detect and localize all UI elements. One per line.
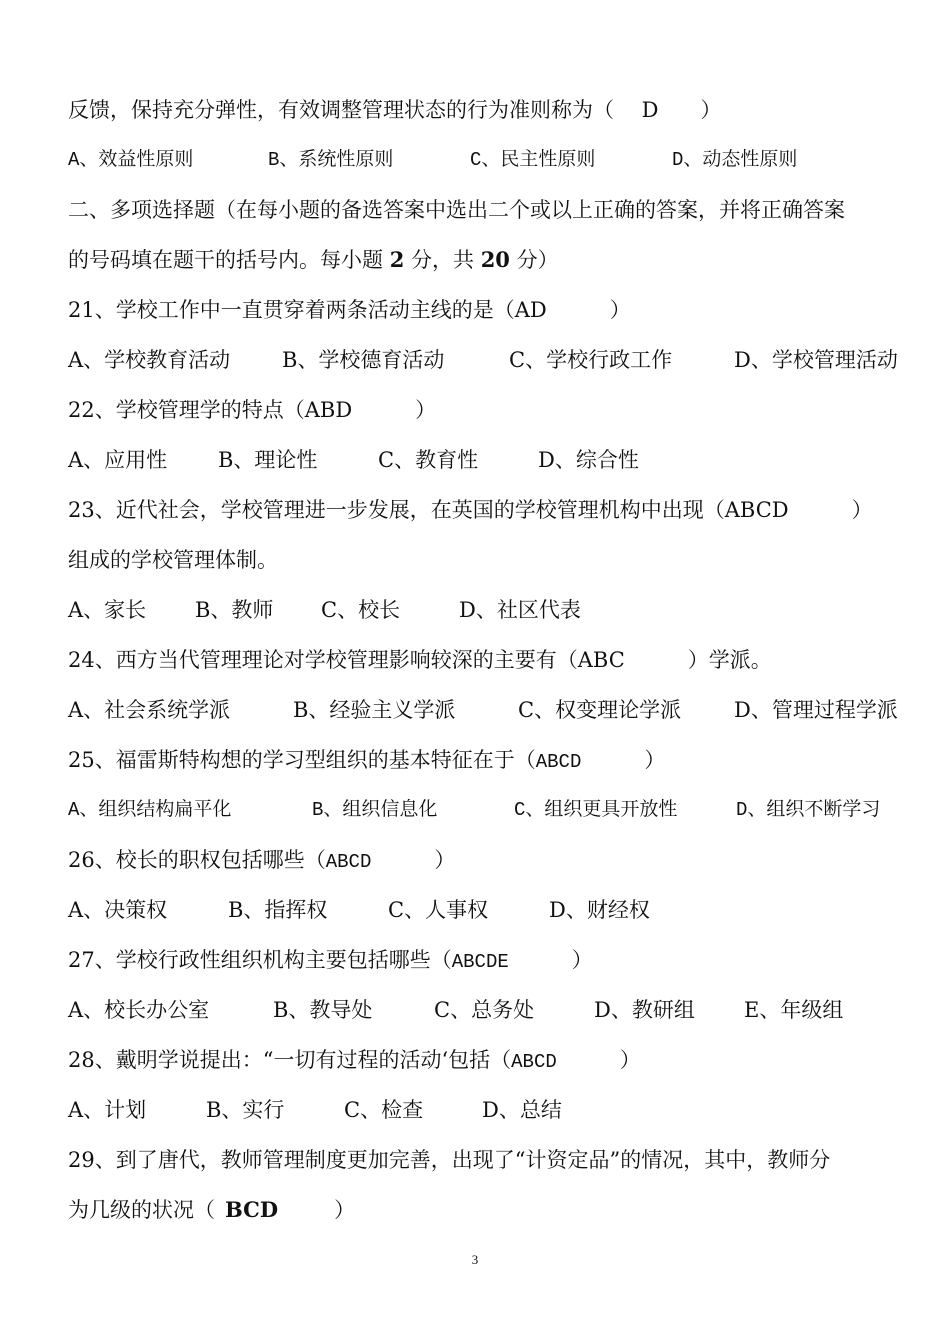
question-27: 27、学校行政性组织机构主要包括哪些（ABCDE ）: [68, 948, 593, 973]
option-b: B、理论性: [218, 448, 318, 472]
question-25: 25、福雷斯特构想的学习型组织的基本特征在于（ABCD ）: [68, 748, 666, 773]
option-d: D、组织不断学习: [736, 799, 881, 821]
option-d: D、教研组: [594, 998, 695, 1022]
question-21-options: [68, 340, 910, 380]
question-23-options: [68, 590, 910, 630]
option-c: C、校长: [321, 598, 401, 622]
option-a: A、决策权: [68, 898, 168, 922]
option-a: A、学校教育活动: [68, 348, 231, 372]
question-27-options: [68, 990, 910, 1030]
option-d: D、财经权: [549, 898, 650, 922]
option-c: C、总务处: [434, 998, 535, 1022]
option-c: C、教育性: [378, 448, 479, 472]
question-22-options: [68, 440, 910, 480]
option-a: A、计划: [68, 1098, 147, 1122]
answer: ABCD: [511, 1051, 557, 1073]
question-25-options: [68, 790, 910, 830]
option-a: A、应用性: [68, 448, 168, 472]
option-b: B、系统性原则: [268, 149, 394, 171]
option-a: A、家长: [68, 598, 147, 622]
question-20-options: [68, 140, 910, 180]
option-b: B、教导处: [273, 998, 373, 1022]
option-c: C、人事权: [388, 898, 489, 922]
question-29: 29、到了唐代，教师管理制度更加完善，出现了“计资定品”的情况，其中，教师分: [68, 1148, 831, 1172]
answer: ABCD: [535, 751, 582, 773]
section-instructions: 的号码填在题干的括号内。每小题 2 分，共 20 分）: [68, 247, 559, 272]
option-a: A、组织结构扁平化: [68, 799, 232, 821]
question-23: 23、近代社会，学校管理进一步发展，在英国的学校管理机构中出现（ABCD ）: [68, 498, 873, 522]
question-24-options: [68, 690, 910, 730]
option-d: D、社区代表: [459, 598, 581, 622]
question-28: 28、戴明学说提出：“一切有过程的活动‘包括（ABCD ）: [68, 1048, 641, 1073]
option-c: C、组织更具开放性: [514, 799, 678, 821]
option-d: D、管理过程学派: [734, 698, 898, 722]
question-20-stem-end: 反馈，保持充分弹性，有效调整管理状态的行为准则称为（ D ）: [68, 98, 722, 122]
page-number: 3: [471, 1252, 479, 1267]
option-b: B、教师: [195, 598, 274, 622]
section-heading: 二、多项选择题（在每小题的备选答案中选出二个或以上正确的答案，并将正确答案: [68, 198, 845, 222]
question-26: 26、校长的职权包括哪些（ABCD ）: [68, 848, 456, 873]
option-a: A、校长办公室: [68, 998, 210, 1022]
option-b: B、学校德育活动: [282, 348, 445, 372]
option-b: B、经验主义学派: [293, 698, 456, 722]
answer: ABCDE: [451, 951, 509, 973]
option-d: D、学校管理活动: [734, 348, 898, 372]
question-26-options: [68, 890, 910, 930]
option-c: C、民主性原则: [470, 149, 596, 171]
option-d: D、综合性: [538, 448, 639, 472]
option-c: C、检查: [344, 1098, 424, 1122]
question-24: 24、西方当代管理理论对学校管理影响较深的主要有（ABC ）学派。: [68, 648, 772, 672]
question-22: 22、学校管理学的特点（ABD ）: [68, 398, 437, 422]
question-28-options: [68, 1090, 910, 1130]
option-a: A、社会系统学派: [68, 698, 231, 722]
option-b: B、组织信息化: [312, 799, 438, 821]
question-29-continued: 为几级的状况（ BCD ）: [68, 1197, 356, 1222]
option-c: C、权变理论学派: [518, 698, 682, 722]
option-d: D、总结: [482, 1098, 562, 1122]
question-21: 21、学校工作中一直贯穿着两条活动主线的是（AD ）: [68, 298, 631, 322]
option-a: A、效益性原则: [68, 149, 194, 171]
answer: BCD: [225, 1197, 279, 1222]
option-b: B、实行: [206, 1098, 285, 1122]
question-23-continued: 组成的学校管理体制。: [68, 548, 278, 572]
answer: ABCD: [325, 851, 372, 873]
option-c: C、学校行政工作: [509, 348, 673, 372]
option-e: E、年级组: [744, 998, 844, 1022]
option-b: B、指挥权: [228, 898, 328, 922]
option-d: D、动态性原则: [672, 149, 798, 171]
